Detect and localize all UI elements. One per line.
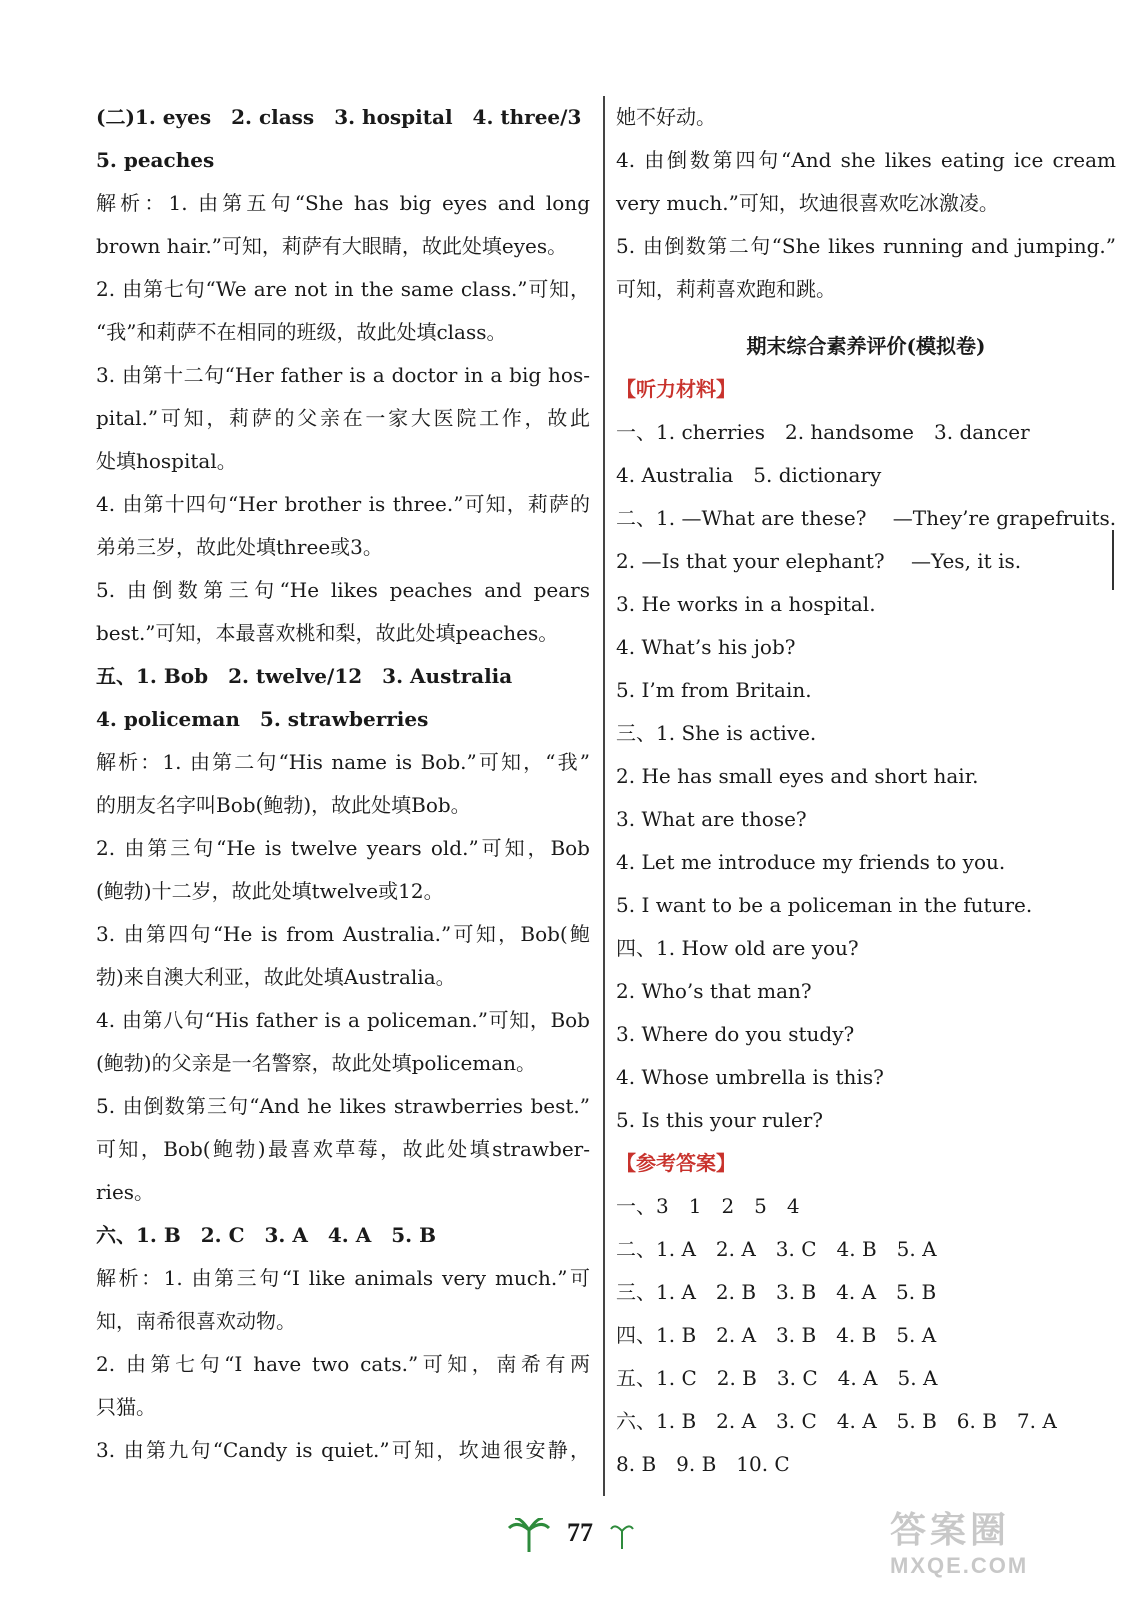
listening-tag: 【听力材料】 xyxy=(616,377,736,401)
listening-text-line: 5. I want to be a policeman in the future. xyxy=(616,893,1033,917)
left-text-line: 5. peaches xyxy=(96,148,215,172)
answer-text-line: 六、1. B 2. A 3. C 4. A 5. B 6. B 7. A xyxy=(616,1409,1057,1433)
answer-text-line: 二、1. A 2. A 3. C 4. B 5. A xyxy=(616,1237,937,1261)
listening-text-line: 2. Who’s that man? xyxy=(616,979,812,1003)
answer-text-line: 三、1. A 2. B 3. B 4. A 5. B xyxy=(616,1280,937,1304)
left-text-line: 只猫。 xyxy=(96,1395,156,1419)
left-text-line: 可知，Bob(鲍勃)最喜欢草莓，故此处填strawber- xyxy=(96,1137,590,1161)
section-title: 期末综合素养评价(模拟卷) xyxy=(746,334,986,358)
answer-text-line: 8. B 9. B 10. C xyxy=(616,1452,790,1476)
left-text-line: brown hair.”可知，莉萨有大眼睛，故此处填eyes。 xyxy=(96,234,568,258)
left-text-line: 解析：1. 由第五句“She has big eyes and long xyxy=(96,191,590,215)
right-column xyxy=(616,96,1116,1486)
watermark-logo-text: 答案圈 xyxy=(890,1509,1011,1550)
left-text-line: 知，南希很喜欢动物。 xyxy=(96,1309,296,1333)
listening-text-line: 4. Australia 5. dictionary xyxy=(616,463,882,487)
column-divider xyxy=(603,96,605,1496)
listening-text-line: 三、1. She is active. xyxy=(616,721,817,745)
left-text-line: 六、1. B 2. C 3. A 4. A 5. B xyxy=(96,1223,436,1247)
listening-text-line: 5. I’m from Britain. xyxy=(616,678,812,702)
left-text-line: best.”可知，本最喜欢桃和梨，故此处填peaches。 xyxy=(96,621,559,645)
left-text-line: “我”和莉萨不在相同的班级，故此处填class。 xyxy=(96,320,507,344)
right-top-lines xyxy=(616,96,1116,311)
right-top-text-line: 她不好动。 xyxy=(616,105,716,129)
listening-text-line: 一、1. cherries 2. handsome 3. dancer xyxy=(616,420,1030,444)
left-text-line: 2. 由第三句“He is twelve years old.”可知，Bob xyxy=(96,836,590,860)
left-text-line: 解析：1. 由第三句“I like animals very much.”可 xyxy=(96,1266,590,1290)
left-text-line: 4. 由第十四句“Her brother is three.”可知，莉萨的 xyxy=(96,492,590,516)
listening-text-line: 四、1. How old are you? xyxy=(616,936,859,960)
left-text-line: 处填hospital。 xyxy=(96,449,237,473)
listening-text-line: 3. Where do you study? xyxy=(616,1022,855,1046)
right-top-text-line: 4. 由倒数第四句“And she likes eating ice cream xyxy=(616,148,1116,172)
listening-text-line: 4. What’s his job? xyxy=(616,635,796,659)
left-column xyxy=(96,96,590,1472)
right-top-text-line: 5. 由倒数第二句“She likes running and jumping.” xyxy=(616,234,1116,258)
listening-text-line: 4. Let me introduce my friends to you. xyxy=(616,850,1006,874)
answer-text-line: 五、1. C 2. B 3. C 4. A 5. A xyxy=(616,1366,938,1390)
left-text-line: 五、1. Bob 2. twelve/12 3. Australia xyxy=(96,664,513,688)
left-text-line: 3. 由第十二句“Her father is a doctor in a big hos- xyxy=(96,363,590,387)
left-text-line: 4. 由第八句“His father is a policeman.”可知，Bob xyxy=(96,1008,590,1032)
listening-text-line: 二、1. —What are these? —They’re grapefruits. xyxy=(616,506,1117,530)
palm-tree-small-icon xyxy=(610,1521,634,1549)
listening-text-line: 3. What are those? xyxy=(616,807,807,831)
listening-text-line: 3. He works in a hospital. xyxy=(616,592,876,616)
left-text-line: 的朋友名字叫Bob(鲍勃)，故此处填Bob。 xyxy=(96,793,471,817)
left-text-line: (鲍勃)的父亲是一名警察，故此处填policeman。 xyxy=(96,1051,537,1075)
right-top-text-line: very much.”可知，坎迪很喜欢吃冰激凌。 xyxy=(616,191,999,215)
left-text-line: pital.”可知，莉萨的父亲在一家大医院工作，故此 xyxy=(96,406,590,430)
listening-text-line: 2. —Is that your elephant? —Yes, it is. xyxy=(616,549,1022,573)
left-text-line: 弟弟三岁，故此处填three或3。 xyxy=(96,535,383,559)
answer-lines xyxy=(616,1185,1116,1486)
left-text-line: 2. 由第七句“We are not in the same class.”可知， xyxy=(96,277,590,301)
left-text-line: (二)1. eyes 2. class 3. hospital 4. three/3 xyxy=(96,105,582,129)
left-text-line: 解析：1. 由第二句“His name is Bob.”可知，“我” xyxy=(96,750,590,774)
left-text-line: 5. 由倒数第三句“He likes peaches and pears xyxy=(96,578,590,602)
left-text-line: 4. policeman 5. strawberries xyxy=(96,707,429,731)
watermark xyxy=(890,1502,1120,1582)
left-text-line: (鲍勃)十二岁，故此处填twelve或12。 xyxy=(96,879,444,903)
left-text-line: 2. 由第七句“I have two cats.”可知，南希有两 xyxy=(96,1352,590,1376)
left-text-line: 勃)来自澳大利亚，故此处填Australia。 xyxy=(96,965,456,989)
listening-text-line: 4. Whose umbrella is this? xyxy=(616,1065,884,1089)
listening-text-line: 2. He has small eyes and short hair. xyxy=(616,764,979,788)
answers-tag: 【参考答案】 xyxy=(616,1151,736,1175)
left-text-line: ries。 xyxy=(96,1180,155,1204)
page-number: 77 xyxy=(567,1518,593,1547)
left-text-line: 3. 由第四句“He is from Australia.”可知，Bob(鲍 xyxy=(96,922,590,946)
answer-text-line: 四、1. B 2. A 3. B 4. B 5. A xyxy=(616,1323,937,1347)
palm-tree-icon xyxy=(507,1518,551,1552)
listening-text-line: 5. Is this your ruler? xyxy=(616,1108,823,1132)
watermark-url: MXQE.COM xyxy=(890,1553,1029,1578)
left-text-line: 3. 由第九句“Candy is quiet.”可知，坎迪很安静， xyxy=(96,1438,590,1462)
listening-lines xyxy=(616,411,1116,1142)
left-text-line: 5. 由倒数第三句“And he likes strawberries best.” xyxy=(96,1094,590,1118)
right-top-text-line: 可知，莉莉喜欢跑和跳。 xyxy=(616,277,836,301)
edge-mark xyxy=(1112,530,1114,590)
answer-text-line: 一、3 1 2 5 4 xyxy=(616,1194,800,1218)
